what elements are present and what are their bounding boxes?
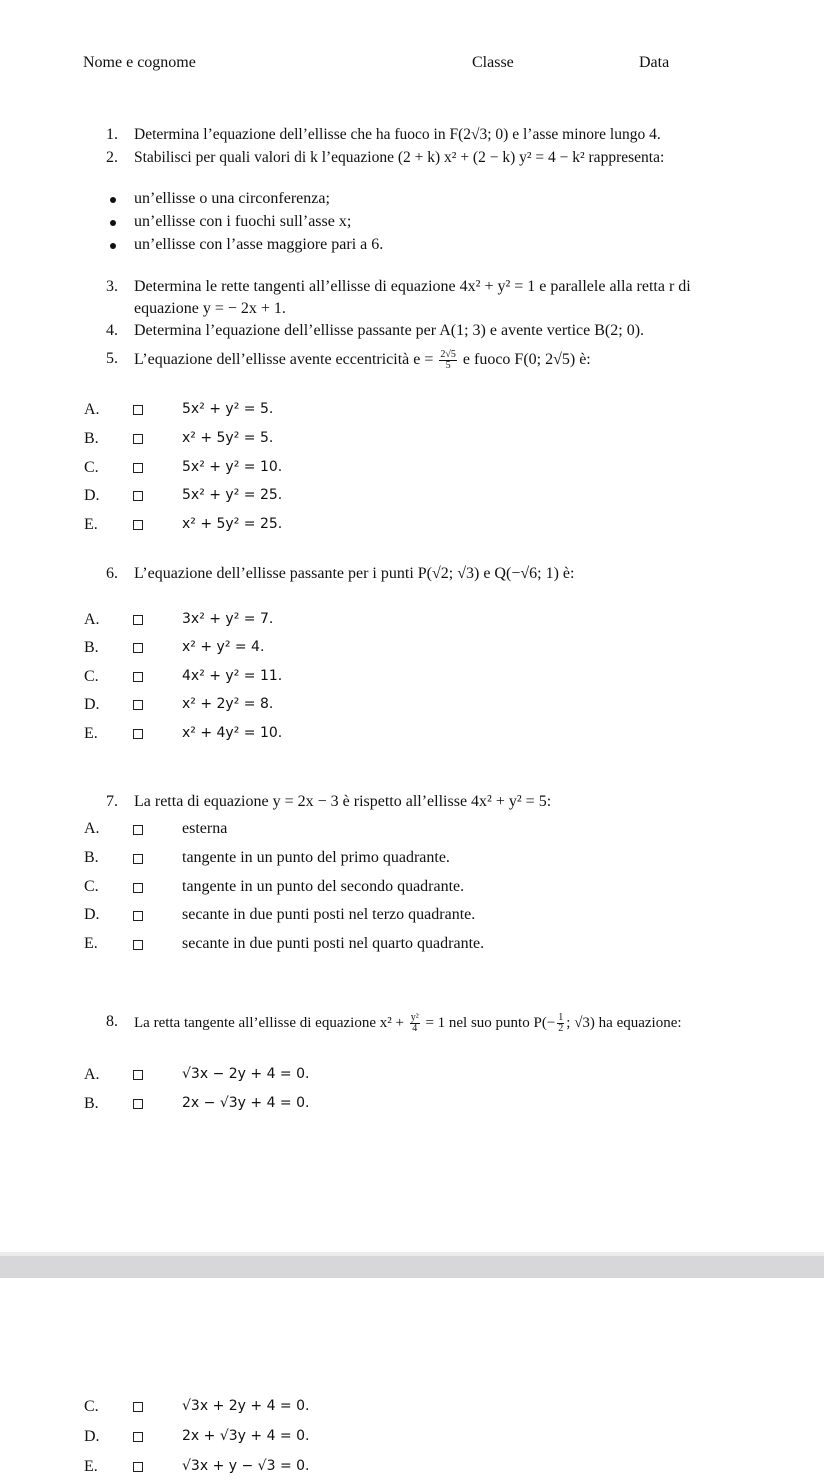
checkbox-a[interactable]: [133, 1070, 143, 1080]
checkbox-d[interactable]: [133, 700, 143, 710]
checkbox-b[interactable]: [133, 854, 143, 864]
option-text: 5x² + y² = 25.: [182, 487, 283, 503]
option-letter: A.: [84, 401, 100, 418]
checkbox-e[interactable]: [133, 1462, 143, 1472]
bullet-icon: [110, 243, 116, 249]
option-text: x² + 4y² = 10.: [182, 725, 283, 741]
checkbox-b[interactable]: [133, 1099, 143, 1109]
q2-bullet-1: un’ellisse o una circonferenza;: [134, 190, 330, 207]
option-letter: E.: [84, 725, 98, 742]
q4-number: 4.: [106, 322, 118, 339]
date-label: Data: [639, 54, 670, 71]
option-text: √3x + y − √3 = 0.: [182, 1458, 310, 1474]
name-label: Nome e cognome: [83, 54, 196, 71]
bullet-icon: [110, 197, 116, 203]
option-text: tangente in un punto del secondo quadrante.: [182, 878, 465, 895]
q8-fraction-2: $\frac{1}{2}$: [558, 1012, 564, 1034]
q2-text: Stabilisci per quali valori di k l’equazione (2 + k) x² + (2 − k) y² = 4 − k² rappresenta:: [134, 149, 665, 166]
checkbox-b[interactable]: [133, 434, 143, 444]
checkbox-e[interactable]: [133, 729, 143, 739]
q6-number: 6.: [106, 565, 118, 582]
q5-fraction: $\frac{2√5}{5}$: [440, 349, 456, 371]
option-letter: D.: [84, 696, 100, 713]
option-text: 5x² + y² = 5.: [182, 401, 274, 417]
checkbox-e[interactable]: [133, 520, 143, 530]
q7-text: La retta di equazione y = 2x − 3 è rispetto all’ellisse 4x² + y² = 5:: [134, 793, 552, 810]
option-text: 2x − √3y + 4 = 0.: [182, 1095, 310, 1111]
checkbox-d[interactable]: [133, 1432, 143, 1442]
q8-fraction-1: $\frac{\text{y²}}{4}$: [410, 1012, 419, 1034]
checkbox-d[interactable]: [133, 491, 143, 501]
q8-text: La retta tangente all’ellisse di equazione x² + $\frac{\text{y²}}{4}$ = 1 nel suo punto P(− $\frac{1}{2}$ ; √3) ha equazione:: [134, 1012, 682, 1034]
checkbox-b[interactable]: [133, 643, 143, 653]
checkbox-a[interactable]: [133, 615, 143, 625]
option-letter: B.: [84, 849, 99, 866]
option-text: √3x + 2y + 4 = 0.: [182, 1398, 310, 1414]
checkbox-c[interactable]: [133, 1402, 143, 1412]
class-label: Classe: [472, 54, 514, 71]
option-letter: C.: [84, 459, 99, 476]
q6-text: L’equazione dell’ellisse passante per i punti P(√2; √3) e Q(−√6; 1) è:: [134, 565, 575, 582]
option-letter: A.: [84, 1066, 100, 1083]
option-letter: E.: [84, 935, 98, 952]
q8-number: 8.: [106, 1013, 118, 1030]
q2-bullet-3: un’ellisse con l’asse maggiore pari a 6.: [134, 236, 384, 253]
checkbox-a[interactable]: [133, 405, 143, 415]
option-text: 5x² + y² = 10.: [182, 459, 283, 475]
q2-bullet-2: un’ellisse con i fuochi sull’asse x;: [134, 213, 352, 230]
checkbox-a[interactable]: [133, 825, 143, 835]
option-letter: E.: [84, 1458, 98, 1475]
option-text: 2x + √3y + 4 = 0.: [182, 1428, 310, 1444]
q1-number: 1.: [106, 126, 118, 143]
bullet-icon: [110, 220, 116, 226]
option-text: √3x − 2y + 4 = 0.: [182, 1066, 310, 1082]
option-letter: B.: [84, 1095, 99, 1112]
option-text: 3x² + y² = 7.: [182, 611, 274, 627]
q2-number: 2.: [106, 149, 118, 166]
q3-text-line1: Determina le rette tangenti all’ellisse di equazione 4x² + y² = 1 e parallele alla retta r di: [134, 278, 691, 295]
option-letter: D.: [84, 1428, 100, 1445]
option-text: x² + 2y² = 8.: [182, 696, 274, 712]
q4-text: Determina l’equazione dell’ellisse passante per A(1; 3) e avente vertice B(2; 0).: [134, 322, 645, 339]
checkbox-d[interactable]: [133, 911, 143, 921]
option-text: tangente in un punto del primo quadrante.: [182, 849, 450, 866]
option-text: x² + y² = 4.: [182, 639, 265, 655]
q3-number: 3.: [106, 278, 118, 295]
checkbox-c[interactable]: [133, 463, 143, 473]
checkbox-c[interactable]: [133, 883, 143, 893]
option-letter: B.: [84, 639, 99, 656]
q5-text: L’equazione dell’ellisse avente eccentricità e = $\frac{2√5}{5}$ e fuoco F(0; 2√5) è:: [134, 349, 591, 371]
q7-number: 7.: [106, 793, 118, 810]
checkbox-c[interactable]: [133, 672, 143, 682]
option-text: x² + 5y² = 25.: [182, 516, 283, 532]
page-break-band: [0, 1256, 824, 1278]
q5-number: 5.: [106, 350, 118, 367]
option-text: secante in due punti posti nel terzo quadrante.: [182, 906, 476, 923]
option-text: esterna: [182, 820, 228, 837]
option-text: secante in due punti posti nel quarto quadrante.: [182, 935, 485, 952]
option-letter: B.: [84, 430, 99, 447]
option-letter: D.: [84, 906, 100, 923]
q1-text: Determina l’equazione dell’ellisse che ha fuoco in F(2√3; 0) e l’asse minore lungo 4.: [134, 126, 661, 143]
option-letter: A.: [84, 611, 100, 628]
option-letter: C.: [84, 878, 99, 895]
option-letter: C.: [84, 668, 99, 685]
option-letter: C.: [84, 1398, 99, 1415]
checkbox-e[interactable]: [133, 940, 143, 950]
option-text: 4x² + y² = 11.: [182, 668, 283, 684]
option-text: x² + 5y² = 5.: [182, 430, 274, 446]
option-letter: A.: [84, 820, 100, 837]
option-letter: D.: [84, 487, 100, 504]
option-letter: E.: [84, 516, 98, 533]
q3-text-line2: equazione y = − 2x + 1.: [134, 300, 286, 317]
